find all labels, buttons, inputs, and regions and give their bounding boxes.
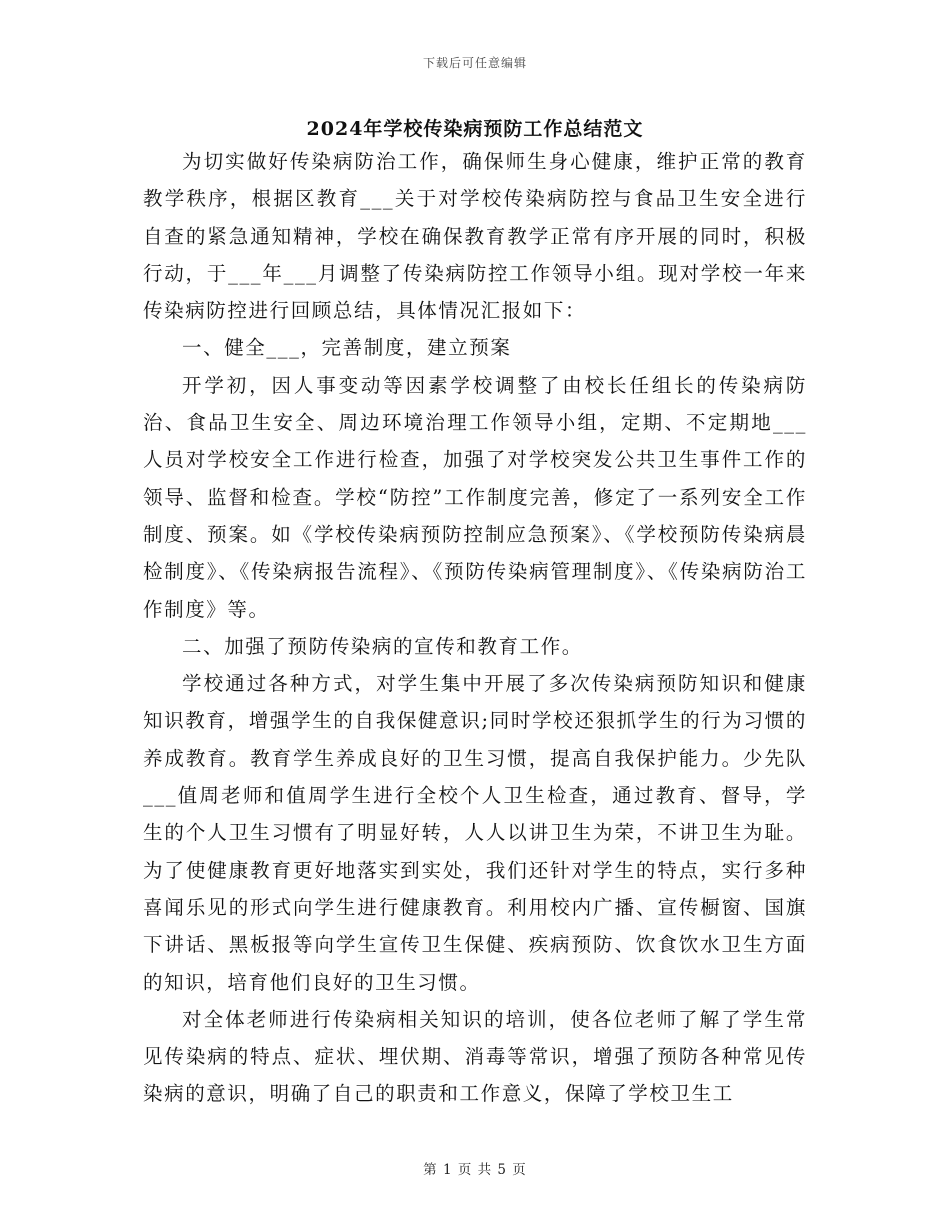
page-header-note: 下载后可任意编辑: [422, 56, 527, 70]
paragraph-section-1: 开学初，因人事变动等因素学校调整了由校长任组长的传染病防治、食品卫生安全、周边环境治理工作领导小组，定期、不定期地___人员对学校安全工作进行检查，加强了对学校突发公共卫生事件工作的领导、监督和检查。学校“防控”工作制度完善，修定了一系列安全工作制度、预案。如《学校传染病预防控制应急预案》、《学校预防传染病晨检制度》、《传染病报告流程》、《预防传染病管理制度》、《传染病防治工作制度》等。: [143, 373, 807, 621]
paragraph-section-2: 学校通过各种方式，对学生集中开展了多次传染病预防知识和健康知识教育，增强学生的自我保健意识;同时学校还狠抓学生的行为习惯的养成教育。教育学生养成良好的卫生习惯，提高自我保护能力。少先队___值周老师和值周学生进行全校个人卫生检查，通过教育、督导，学生的个人卫生习惯有了明显好转，人人以讲卫生为荣，不讲卫生为耻。为了使健康教育更好地落实到实处，我们还针对学生的特点，实行多种喜闻乐见的形式向学生进行健康教育。利用校内广播、宣传橱窗、国旗下讲话、黑板报等向学生宣传卫生保健、疾病预防、饮食饮水卫生方面的知识，培育他们良好的卫生习惯。: [143, 672, 807, 994]
section-heading-1: 一、健全___，完善制度，建立预案: [182, 336, 512, 360]
paragraph-intro: 为切实做好传染病防治工作，确保师生身心健康，维护正常的教育教学秩序，根据区教育___关于对学校传染病防控与食品卫生安全进行自查的紧急通知精神，学校在确保教育教学正常有序开展的同时，积极行动，于___年___月调整了传染病防控工作领导小组。现对学校一年来传染病防控进行回顾总结，具体情况汇报如下：: [143, 150, 807, 323]
document-body: [143, 143, 807, 1113]
page-number-footer: 第 1 页 共 5 页: [423, 1162, 527, 1178]
paragraph-teacher-training: 对全体老师进行传染病相关知识的培训，使各位老师了解了学生常见传染病的特点、症状、埋伏期、消毒等常识，增强了预防各种常见传染病的意识，明确了自己的职责和工作意义，保障了学校卫生工: [143, 1007, 807, 1106]
document-title: 2024年学校传染病预防工作总结范文: [306, 118, 644, 140]
section-heading-2: 二、加强了预防传染病的宣传和教育工作。: [182, 634, 583, 658]
